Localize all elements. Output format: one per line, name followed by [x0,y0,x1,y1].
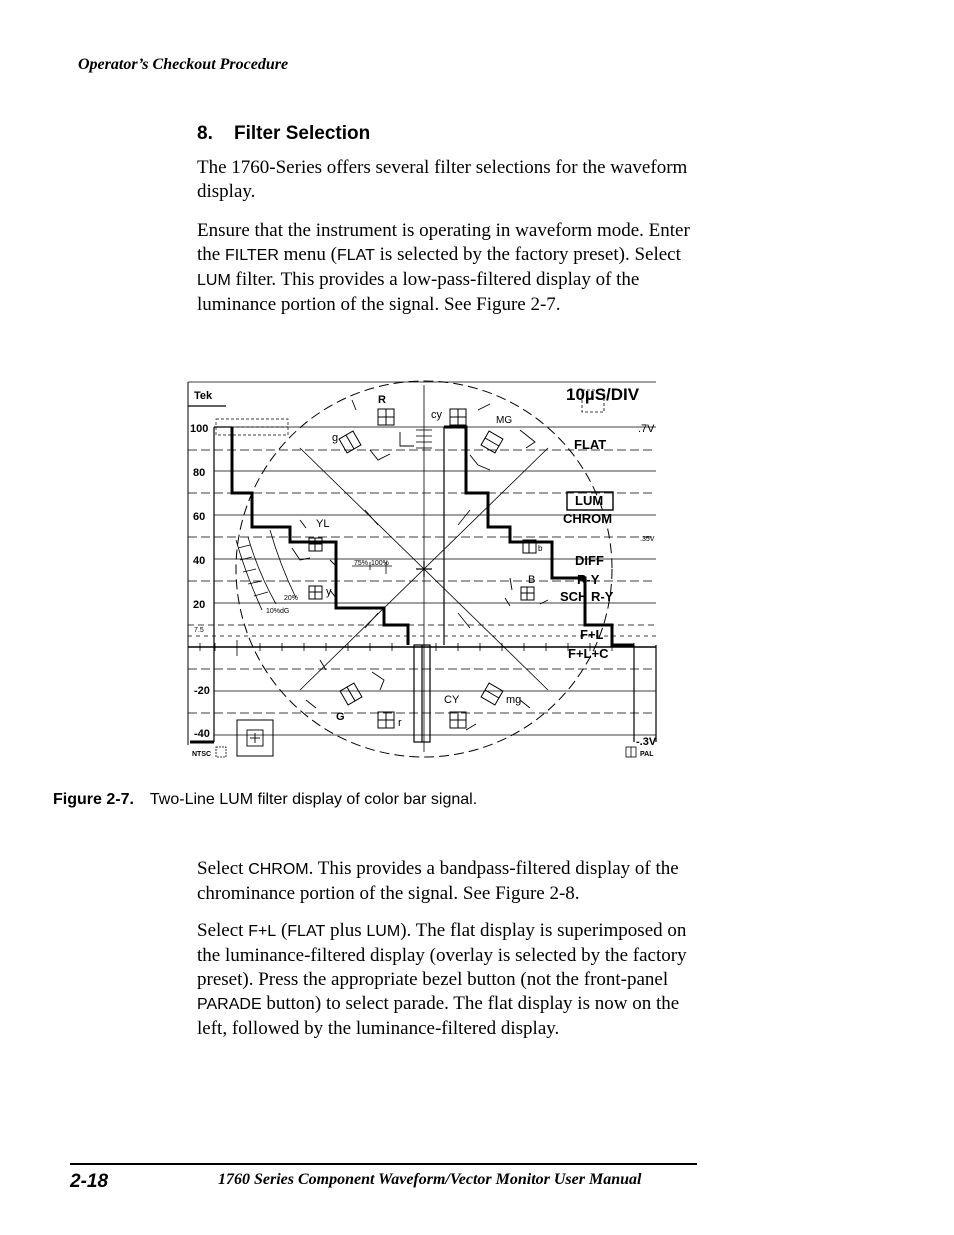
text-run: ). The flat display is superimposed on the luminance-filtered display (overlay is selected by the factory preset). Press the appropriate bezel button (not the front-panel [197,920,687,990]
vector-label-g-small: g [332,432,339,444]
text-run: Select [197,858,249,879]
y-label-neg40: -40 [194,728,210,740]
lum-term: LUM [366,923,401,940]
text-run: ( [276,920,288,941]
text-run: . This provides a bandpass-filtered display of the chrominance portion of the signal. See Figure 2-8. [197,858,679,904]
section-number: 8. [197,123,213,144]
footer-rule [70,1163,697,1165]
right-label-neg03v: -.3V [636,736,657,748]
vector-label-b-small: b [538,544,543,553]
section-title: Filter Selection [234,123,371,144]
vector-label-cy-small: cy [431,409,442,421]
section-heading [197,123,370,145]
paragraph-intro: The 1760-Series offers several filter selections for the waveform display. [197,157,688,202]
brand-label: Tek [194,390,213,402]
y-label-60: 60 [193,511,206,523]
ntsc-label: NTSC [192,751,212,758]
menu-item-chrom: CHROM [563,511,613,526]
menu-item-diff: DIFF [575,553,604,568]
page-number: 2-18 [70,1171,109,1192]
label-dg: 10%dG [266,608,290,615]
y-label-80: 80 [193,467,206,479]
waveform-trace [190,427,634,742]
menu-item-f-l-c: F+L+C [568,646,609,661]
running-header: Operator’s Checkout Procedure [78,56,289,73]
menu-item-f-l: F+L [580,627,604,642]
right-label-035v: .35V [640,536,655,543]
paragraph-lum-instructions [197,219,707,317]
timebase-label: 10µS/DIV [566,385,640,404]
paragraph-chrom [197,857,707,906]
vector-label-g: G [336,711,345,723]
menu-item-flat: FLAT [574,437,607,452]
vector-label-r-small: r [398,717,402,729]
label-20-percent: 20% [284,595,299,602]
flat-term: FLAT [336,247,375,264]
paragraph-f-plus-l [197,919,707,1041]
lum-term: LUM [197,272,231,289]
text-run: button) to select parade. The flat display is now on the left, followed by the luminance-filtered display. [197,993,680,1039]
caption-label: Figure 2-7. [53,791,134,808]
text-run: menu ( [278,244,337,265]
text-run: plus [325,920,367,941]
y-label-20: 20 [193,599,206,611]
figure-caption [53,791,477,809]
text-run: Select [197,920,249,941]
vector-label-y-small: y [326,586,332,598]
footer-manual-title: 1760 Series Component Waveform/Vector Monitor User Manual [218,1171,642,1188]
filter-menu-term: FILTER [224,247,279,264]
vector-label-r: R [378,394,386,406]
y-label-7-5: 7.5 [194,627,204,634]
center-reference-cross [247,730,263,746]
flat-term: FLAT [287,923,326,940]
ntsc-target-icon [216,747,226,757]
pal-label: PAL [640,751,654,758]
text-run: filter. This provides a low-pass-filtered display of the luminance portion of the signal. See Figure 2-7. [197,269,640,315]
vector-label-yl: YL [316,518,330,530]
f-plus-l-term: F+L [248,923,277,940]
label-75-percent: 75% [354,560,369,567]
text-run: is selected by the factory preset). Select [374,244,681,265]
vector-label-mg-small: mg [506,694,522,706]
text-run: Ensure that the instrument is operating in waveform mode. Enter the [197,220,690,265]
right-label-07v: .7V [638,423,655,435]
vector-label-cy: CY [444,694,460,706]
menu-item-sch-r-y: SCH R-Y [560,589,614,604]
menu-item-r-y: R-Y [577,572,600,587]
chrom-term: CHROM [248,861,309,878]
menu-item-lum: LUM [575,493,604,508]
vector-label-b: B [528,574,536,586]
label-100-percent: 100% [371,560,389,567]
parade-term: PARADE [197,996,262,1013]
waveform-figure [186,378,661,763]
caption-text: Two-Line LUM filter display of color bar signal. [149,791,478,808]
y-label-neg20: -20 [194,685,210,697]
y-label-40: 40 [193,555,206,567]
vector-label-mg: MG [496,415,513,426]
y-label-100: 100 [190,423,209,435]
